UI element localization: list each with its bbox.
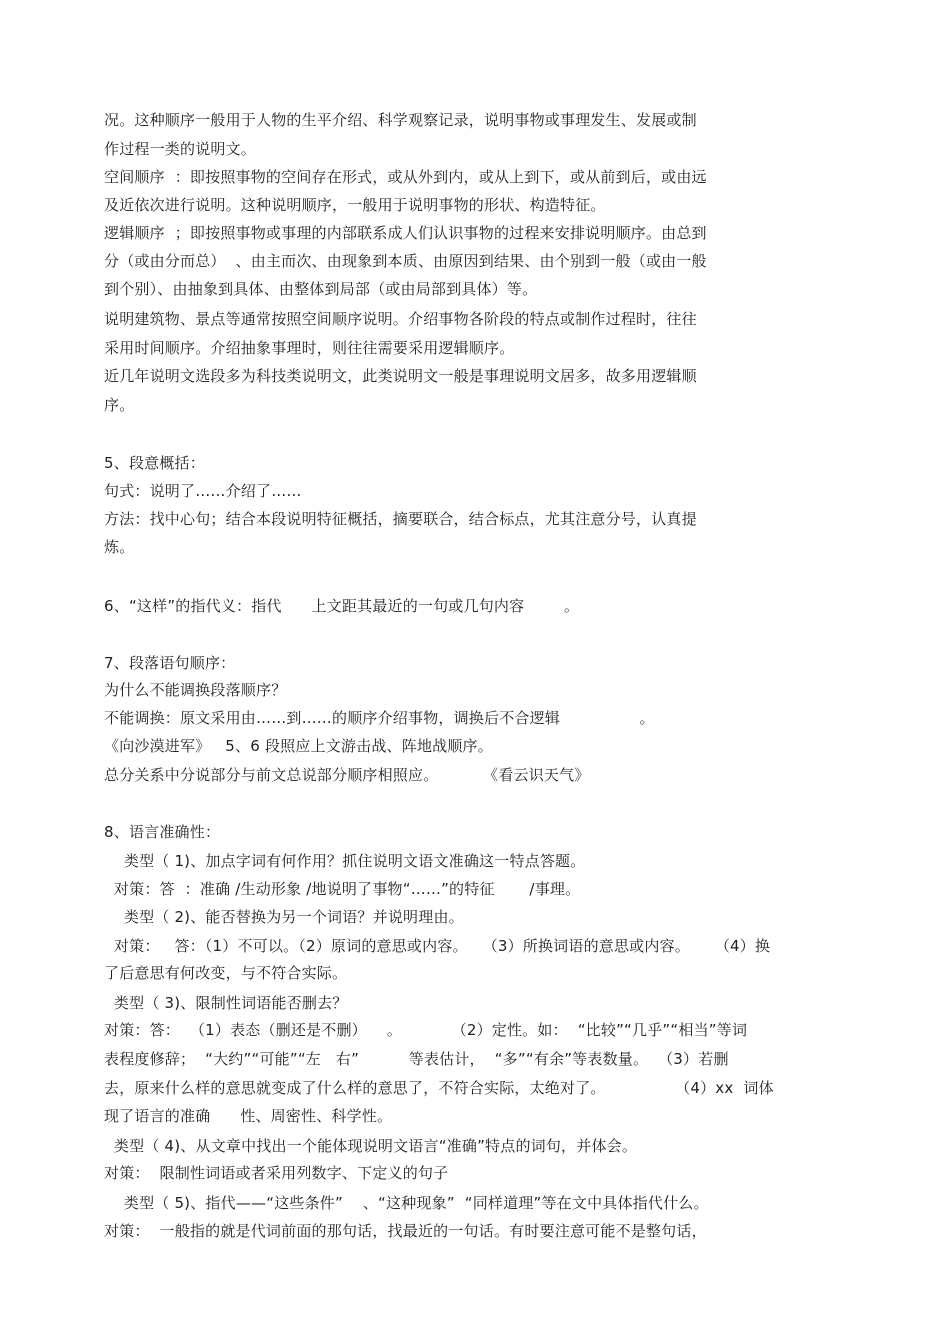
text-line: 采用时间顺序。介绍抽象事理时，则往往需要采用逻辑顺序。 <box>104 339 515 357</box>
text-line: 句式：说明了……介绍了…… <box>104 482 302 500</box>
text-line: 及近依次进行说明。这种说明顺序，一般用于说明事物的形状、构造特征。 <box>104 196 606 214</box>
text-line: 到个别）、由抽象到具体、由整体到局部（或由局部到具体）等。 <box>104 280 538 298</box>
text-line: 逻辑顺序 ；即按照事物或事理的内部联系成人们认识事物的过程来安排说明顺序。由总到 <box>104 224 707 242</box>
section-heading: 8、语言准确性： <box>104 823 221 841</box>
text-line: 总分关系中分说部分与前文总说部分顺序相照应。 《看云识天气》 <box>104 766 590 784</box>
text-line: 对策： 答：（1）不可以。（2）原词的意思或内容。 （3）所换词语的意思或内容。 （4）换 <box>104 937 771 955</box>
text-line: 近几年说明文选段多为科技类说明文，此类说明文一般是事理说明文居多，故多用逻辑顺 <box>104 367 697 385</box>
text-line: 类型（ 3)、限制性词语能否删去？ <box>104 994 348 1012</box>
text-line: 现了语言的准确 性、周密性、科学性。 <box>104 1107 393 1125</box>
text-line: 空间顺序 ：即按照事物的空间存在形式，或从外到内，或从上到下，或从前到后，或由远 <box>104 168 707 186</box>
text-line: 表程度修辞； “大约”“可能”“左 右” 等表估计， “多”“有余”等表数量。 （3）若删 <box>104 1050 729 1068</box>
text-line: 了后意思有何改变，与不符合实际。 <box>104 964 348 982</box>
text-line: 对策：答 ：准确 /生动形象 /地说明了事物“……”的特征 /事理。 <box>104 880 581 898</box>
section-heading: 7、段落语句顺序： <box>104 654 236 672</box>
text-line: 不能调换：原文采用由……到……的顺序介绍事物，调换后不合逻辑 。 <box>104 709 655 727</box>
text-line: 炼。 <box>104 538 135 556</box>
text-line: 《向沙漠进军》 5、6 段照应上文游击战、阵地战顺序。 <box>104 737 493 755</box>
text-line: 说明建筑物、景点等通常按照空间顺序说明。介绍事物各阶段的特点或制作过程时，往往 <box>104 310 697 328</box>
text-line: 况。这种顺序一般用于人物的生平介绍、科学观察记录，说明事物或事理发生、发展或制 <box>104 111 697 129</box>
text-line: 去，原来什么样的意思就变成了什么样的意思了，不符合实际，太绝对了。 （4）xx 词体 <box>104 1079 774 1097</box>
text-line: 方法：找中心句；结合本段说明特征概括，摘要联合，结合标点，尤其注意分号，认真提 <box>104 510 697 528</box>
text-line: 对策： 一般指的就是代词前面的那句话，找最近的一句话。有时要注意可能不是整句话， <box>104 1222 707 1240</box>
text-line: 类型（ 1)、加点字词有何作用？抓住说明文语文准确这一特点答题。 <box>104 852 586 870</box>
section-heading: 6、“这样”的指代义：指代 上文距其最近的一句或几句内容 。 <box>104 597 580 615</box>
text-line: 对策：答： （1）表态（删还是不删） 。 （2）定性。如： “比较”“几乎”“相当”等词 <box>104 1021 748 1039</box>
text-line: 类型（ 2)、能否替换为另一个词语？并说明理由。 <box>104 908 464 926</box>
text-line: 类型（ 4)、从文章中找出一个能体现说明文语言“准确”特点的词句，并体会。 <box>104 1137 638 1155</box>
text-line: 类型（ 5)、指代——“这些条件” 、“这种现象” “同样道理”等在文中具体指代什么。 <box>104 1194 709 1212</box>
section-heading: 5、段意概括： <box>104 454 205 472</box>
text-line: 分（或由分而总） 、由主而次、由现象到本质、由原因到结果、由个别到一般（或由一般 <box>104 252 707 270</box>
text-line: 作过程一类的说明文。 <box>104 140 257 158</box>
text-line: 为什么不能调换段落顺序？ <box>104 681 287 699</box>
text-line: 对策： 限制性词语或者采用列数字、下定义的句子 <box>104 1164 449 1182</box>
text-line: 序。 <box>104 396 135 414</box>
